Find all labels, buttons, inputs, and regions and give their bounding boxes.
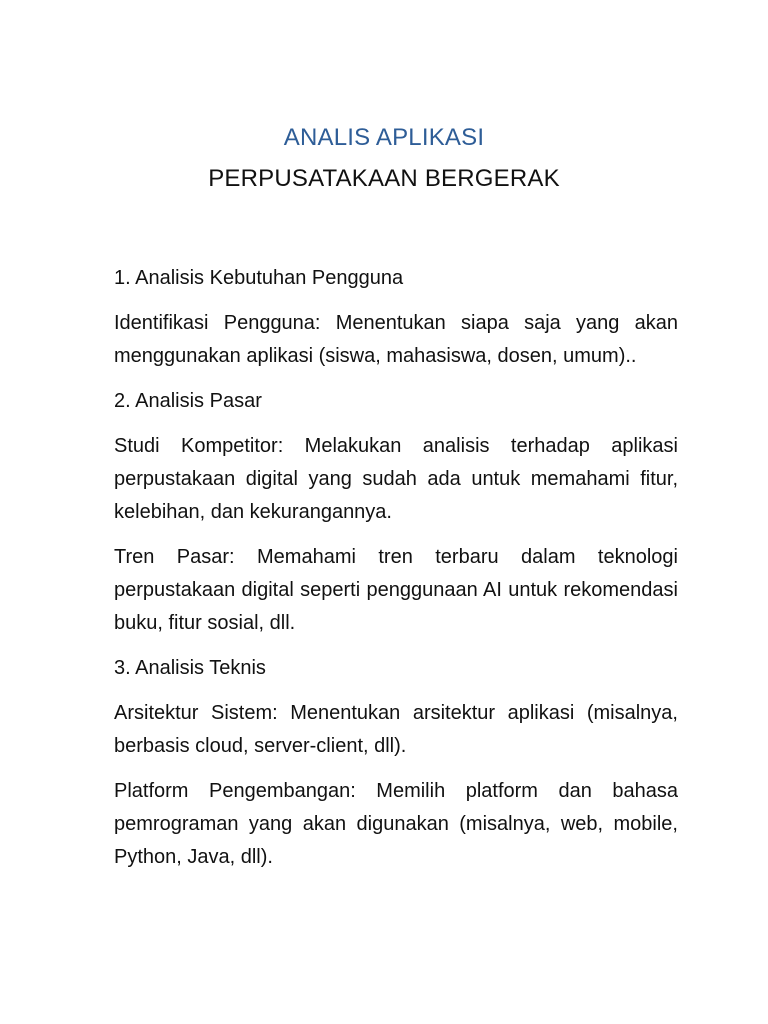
document-subtitle: PERPUSATAKAAN BERGERAK	[208, 165, 560, 192]
section-paragraph: Arsitektur Sistem: Menentukan arsitektur aplikasi (misalnya, berbasis cloud, server-client, dll).	[114, 702, 678, 757]
section-heading: 2. Analisis Pasar	[114, 390, 262, 412]
section-paragraph: Tren Pasar: Memahami tren terbaru dalam teknologi perpustakaan digital seperti penggunaan AI untuk rekomendasi buku, fitur sosial, dll.	[114, 546, 678, 634]
section-2	[114, 385, 678, 640]
section-paragraph: Platform Pengembangan: Memilih platform dan bahasa pemrograman yang akan digunakan (misalnya, web, mobile, Python, Java, dll).	[114, 780, 678, 868]
section-paragraph: Identifikasi Pengguna: Menentukan siapa saja yang akan menggunakan aplikasi (siswa, mahasiswa, dosen, umum)..	[114, 312, 678, 367]
section-heading: 3. Analisis Teknis	[114, 657, 266, 679]
document-body	[114, 262, 678, 886]
section-heading: 1. Analisis Kebutuhan Pengguna	[114, 267, 404, 289]
document-title: ANALIS APLIKASI	[283, 124, 485, 151]
section-1	[114, 262, 678, 373]
section-3	[114, 652, 678, 874]
section-paragraph: Studi Kompetitor: Melakukan analisis terhadap aplikasi perpustakaan digital yang sudah ada untuk memahami fitur, kelebihan, dan kekurangannya.	[114, 435, 678, 523]
